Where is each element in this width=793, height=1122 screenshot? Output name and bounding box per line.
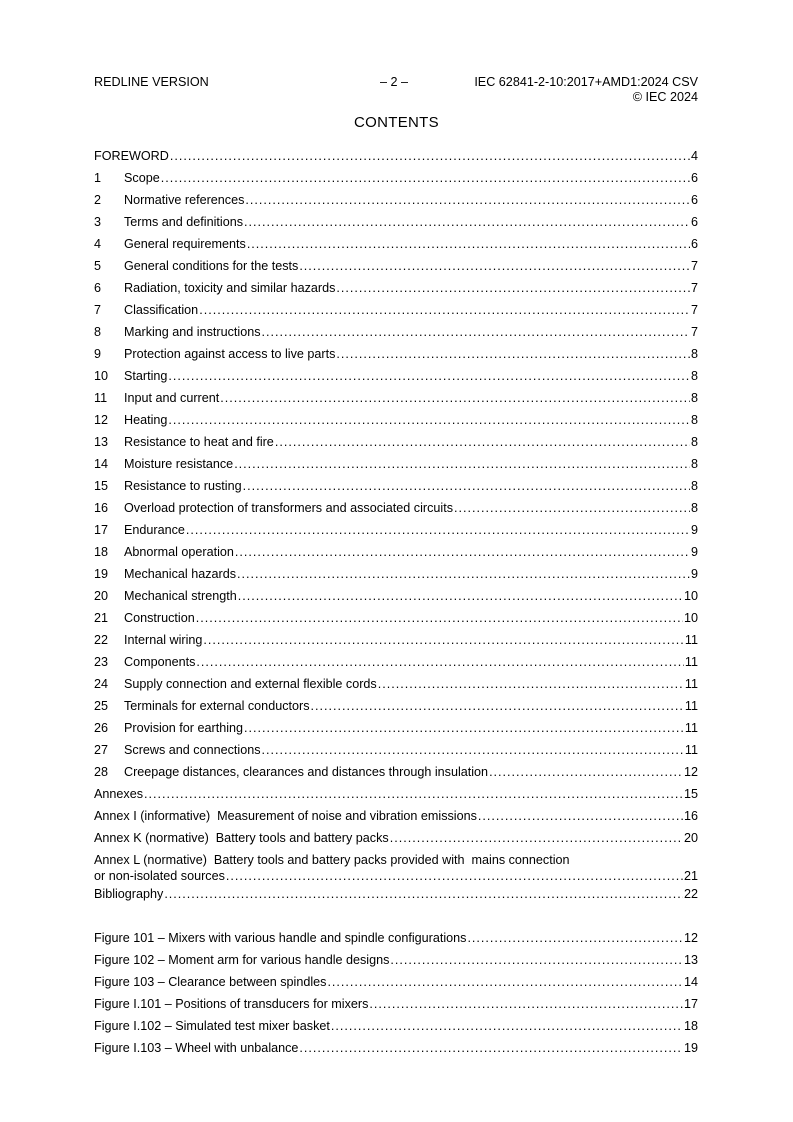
- toc-entry-page: 7: [690, 303, 698, 317]
- toc-entry-label: Annexes: [94, 787, 144, 801]
- header-standard-number: IEC 62841-2-10:2017+AMD1:2024 CSV: [474, 75, 698, 89]
- clause-entry[interactable]: [94, 475, 698, 497]
- dot-leader: [262, 321, 690, 343]
- toc-entry-number: 14: [94, 457, 109, 471]
- toc-entry-page: 15: [683, 787, 698, 801]
- toc-entry-number: 8: [94, 325, 102, 339]
- toc-entry-label: Figure 102 – Moment arm for various handle designs: [94, 953, 390, 967]
- dot-leader: [478, 805, 683, 827]
- toc-entry-label-line2: or non-isolated sources: [94, 869, 225, 883]
- toc-entry-page: 8: [690, 347, 698, 361]
- toc-entry-page: 4: [690, 149, 698, 163]
- toc-entry-page: 9: [690, 545, 698, 559]
- toc-entry-page: 12: [683, 765, 698, 779]
- toc-entry-number: 15: [94, 479, 109, 493]
- toc-entry-page: 11: [684, 743, 698, 757]
- dot-leader: [161, 167, 690, 189]
- clause-entry[interactable]: [94, 563, 698, 585]
- toc-entry-label: Annex I (informative) Measurement of noise and vibration emissions: [94, 809, 477, 823]
- clause-entry[interactable]: [94, 519, 698, 541]
- toc-entry-page: 17: [683, 997, 698, 1011]
- toc-entry-page: 8: [690, 435, 698, 449]
- toc-entry-page: 7: [690, 325, 698, 339]
- clause-entry[interactable]: [94, 277, 698, 299]
- clause-entry[interactable]: [94, 211, 698, 233]
- toc-entry-label: Construction: [124, 611, 195, 625]
- page-title: CONTENTS: [354, 114, 439, 131]
- dot-leader: [390, 827, 683, 849]
- toc-entry-page: 9: [690, 567, 698, 581]
- toc-entry-page: 11: [684, 721, 698, 735]
- toc-entry-label: General conditions for the tests: [124, 259, 299, 273]
- toc-entry-page: 11: [684, 699, 698, 713]
- toc-entry-page: 8: [690, 391, 698, 405]
- toc-entry-foreword[interactable]: [94, 145, 698, 167]
- clause-entry[interactable]: [94, 343, 698, 365]
- header-version: REDLINE VERSION: [94, 75, 209, 89]
- dot-leader: [203, 629, 684, 651]
- toc-entry-label: Screws and connections: [124, 743, 261, 757]
- clause-entry[interactable]: [94, 739, 698, 761]
- toc-entry-label: Creepage distances, clearances and distances through insulation: [124, 765, 489, 779]
- toc-entry-page: 10: [683, 611, 698, 625]
- dot-leader: [234, 453, 690, 475]
- toc-entry-number: 4: [94, 237, 102, 251]
- clause-entry[interactable]: [94, 541, 698, 563]
- toc-entry-page: 6: [690, 237, 698, 251]
- dot-leader: [247, 233, 690, 255]
- toc-entry-label: Figure I.103 – Wheel with unbalance: [94, 1041, 299, 1055]
- toc-entry-annex-l[interactable]: [94, 849, 698, 883]
- table-of-contents: [94, 145, 698, 1059]
- toc-entry-page: 8: [690, 413, 698, 427]
- dot-leader: [220, 387, 690, 409]
- toc-entry-label: Input and current: [124, 391, 220, 405]
- toc-entry-number: 9: [94, 347, 102, 361]
- dot-leader: [244, 211, 690, 233]
- figure-entry[interactable]: [94, 971, 698, 993]
- header-page-number: – 2 –: [380, 75, 409, 89]
- toc-entry-label: Internal wiring: [124, 633, 203, 647]
- dot-leader: [390, 949, 683, 971]
- toc-entry-label: Supply connection and external flexible cords: [124, 677, 377, 691]
- clause-entry[interactable]: [94, 607, 698, 629]
- toc-entry-page: 13: [683, 953, 698, 967]
- toc-entry-label: Protection against access to live parts: [124, 347, 336, 361]
- dot-leader: [164, 883, 683, 905]
- toc-entry-label: Overload protection of transformers and associated circuits: [124, 501, 453, 515]
- header-standard-id: [474, 75, 698, 105]
- toc-entry-number: 21: [94, 611, 109, 625]
- figure-entry[interactable]: [94, 1015, 698, 1037]
- toc-entry-page: 14: [683, 975, 698, 989]
- toc-entry-label: Mechanical hazards: [124, 567, 237, 581]
- toc-entry-label: Terminals for external conductors: [124, 699, 310, 713]
- toc-entry-number: 28: [94, 765, 109, 779]
- dot-leader: [336, 277, 690, 299]
- header-copyright: © IEC 2024: [632, 90, 698, 104]
- toc-entry-annex-l-line2: [94, 868, 698, 884]
- toc-entry-label: Components: [124, 655, 196, 669]
- toc-entry-label: Provision for earthing: [124, 721, 244, 735]
- toc-entry-page: 7: [690, 259, 698, 273]
- dot-leader: [199, 299, 690, 321]
- toc-entry-page: 9: [690, 523, 698, 537]
- toc-entry-label: Abnormal operation: [124, 545, 234, 559]
- clause-entry[interactable]: [94, 651, 698, 673]
- toc-entry-number: 17: [94, 523, 109, 537]
- dot-leader: [196, 651, 684, 673]
- toc-entry-label: Normative references: [124, 193, 245, 207]
- toc-entry-annexes[interactable]: [94, 783, 698, 805]
- dot-leader: [168, 365, 690, 387]
- toc-entry-number: 23: [94, 655, 109, 669]
- toc-entry-label: Figure I.101 – Positions of transducers for mixers: [94, 997, 369, 1011]
- dot-leader: [186, 519, 690, 541]
- dot-leader: [243, 475, 690, 497]
- clause-entry[interactable]: [94, 387, 698, 409]
- toc-entry-number: 19: [94, 567, 109, 581]
- toc-entry-number: 20: [94, 589, 109, 603]
- toc-entry-number: 6: [94, 281, 102, 295]
- dot-leader: [196, 607, 683, 629]
- dot-leader: [235, 541, 690, 563]
- clause-entry[interactable]: [94, 431, 698, 453]
- dot-leader: [226, 868, 683, 884]
- clause-entry[interactable]: [94, 717, 698, 739]
- dot-leader: [336, 343, 690, 365]
- toc-entry-number: 25: [94, 699, 109, 713]
- dot-leader: [467, 927, 683, 949]
- clause-list: [94, 167, 698, 783]
- clause-entry[interactable]: [94, 321, 698, 343]
- clause-entry[interactable]: [94, 497, 698, 519]
- toc-entry-number: 11: [94, 391, 108, 405]
- toc-entry-number: 26: [94, 721, 109, 735]
- dot-leader: [454, 497, 690, 519]
- clause-entry[interactable]: [94, 629, 698, 651]
- toc-entry-label-line1: Annex L (normative) Battery tools and battery packs provided with mains connection: [94, 853, 570, 867]
- toc-entry-label: General requirements: [124, 237, 246, 251]
- dot-leader: [299, 1037, 683, 1059]
- toc-entry-page: 8: [690, 369, 698, 383]
- figure-list: [94, 927, 698, 1059]
- toc-entry-page: 18: [683, 1019, 698, 1033]
- dot-leader: [378, 673, 684, 695]
- toc-entry-label: Endurance: [124, 523, 185, 537]
- toc-entry-page: 6: [690, 215, 698, 229]
- dot-leader: [238, 585, 683, 607]
- toc-entry-number: 7: [94, 303, 102, 317]
- toc-entry-number: 22: [94, 633, 109, 647]
- clause-entry[interactable]: [94, 299, 698, 321]
- toc-entry-label: Annex K (normative) Battery tools and battery packs: [94, 831, 389, 845]
- toc-entry-page: 11: [684, 633, 698, 647]
- toc-entry-number: 3: [94, 215, 102, 229]
- clause-entry[interactable]: [94, 365, 698, 387]
- toc-entry-page: 21: [683, 869, 698, 883]
- dot-leader: [275, 431, 690, 453]
- clause-entry[interactable]: [94, 695, 698, 717]
- toc-entry-number: 1: [94, 171, 102, 185]
- toc-entry-page: 19: [683, 1041, 698, 1055]
- toc-entry-number: 12: [94, 413, 109, 427]
- toc-entry-number: 16: [94, 501, 109, 515]
- toc-entry-label: Bibliography: [94, 887, 164, 901]
- toc-entry-number: 27: [94, 743, 109, 757]
- clause-entry[interactable]: [94, 585, 698, 607]
- dot-leader: [311, 695, 684, 717]
- page-header: [94, 75, 698, 109]
- toc-entry-label: Resistance to heat and fire: [124, 435, 274, 449]
- toc-entry-page: 8: [690, 457, 698, 471]
- toc-entry-label: Heating: [124, 413, 168, 427]
- toc-entry-page: 7: [690, 281, 698, 295]
- toc-entry-page: 8: [690, 501, 698, 515]
- section-gap: [94, 905, 698, 927]
- dot-leader: [144, 783, 683, 805]
- dot-leader: [170, 145, 690, 167]
- toc-entry-label: Figure 103 – Clearance between spindles: [94, 975, 327, 989]
- toc-entry-label: Marking and instructions: [124, 325, 261, 339]
- toc-entry-label: Starting: [124, 369, 168, 383]
- dot-leader: [168, 409, 690, 431]
- dot-leader: [331, 1015, 683, 1037]
- toc-entry-page: 10: [683, 589, 698, 603]
- toc-entry-number: 2: [94, 193, 102, 207]
- toc-entry-bibliography[interactable]: [94, 883, 698, 905]
- clause-entry[interactable]: [94, 189, 698, 211]
- toc-entry-page: 8: [690, 479, 698, 493]
- toc-entry-annex-i[interactable]: [94, 805, 698, 827]
- clause-entry[interactable]: [94, 673, 698, 695]
- toc-entry-label: Figure 101 – Mixers with various handle and spindle configurations: [94, 931, 467, 945]
- clause-entry[interactable]: [94, 167, 698, 189]
- toc-entry-label: Resistance to rusting: [124, 479, 242, 493]
- clause-entry[interactable]: [94, 233, 698, 255]
- dot-leader: [245, 189, 690, 211]
- figure-entry[interactable]: [94, 1037, 698, 1059]
- toc-entry-page: 12: [683, 931, 698, 945]
- toc-entry-number: 18: [94, 545, 109, 559]
- toc-entry-page: 6: [690, 171, 698, 185]
- dot-leader: [237, 563, 690, 585]
- toc-entry-number: 10: [94, 369, 109, 383]
- toc-entry-page: 20: [683, 831, 698, 845]
- dot-leader: [244, 717, 684, 739]
- figure-entry[interactable]: [94, 949, 698, 971]
- toc-entry-label: FOREWORD: [94, 149, 169, 163]
- toc-entry-page: 16: [683, 809, 698, 823]
- toc-entry-label: Figure I.102 – Simulated test mixer basket: [94, 1019, 330, 1033]
- figure-entry[interactable]: [94, 993, 698, 1015]
- toc-entry-label: Terms and definitions: [124, 215, 244, 229]
- dot-leader: [369, 993, 683, 1015]
- dot-leader: [262, 739, 684, 761]
- toc-entry-number: 13: [94, 435, 109, 449]
- clause-entry[interactable]: [94, 761, 698, 783]
- toc-entry-label: Classification: [124, 303, 199, 317]
- toc-entry-number: 24: [94, 677, 109, 691]
- toc-entry-page: 11: [684, 677, 698, 691]
- dot-leader: [327, 971, 683, 993]
- toc-entry-page: 6: [690, 193, 698, 207]
- toc-entry-annex-k[interactable]: [94, 827, 698, 849]
- toc-entry-number: 5: [94, 259, 102, 273]
- toc-entry-label: Mechanical strength: [124, 589, 237, 603]
- clause-entry[interactable]: [94, 255, 698, 277]
- clause-entry[interactable]: [94, 409, 698, 431]
- toc-entry-page: 22: [683, 887, 698, 901]
- dot-leader: [299, 255, 690, 277]
- toc-entry-label: Moisture resistance: [124, 457, 234, 471]
- toc-entry-label: Scope: [124, 171, 160, 185]
- clause-entry[interactable]: [94, 453, 698, 475]
- dot-leader: [489, 761, 683, 783]
- toc-entry-page: 11: [684, 655, 698, 669]
- figure-entry[interactable]: [94, 927, 698, 949]
- toc-entry-label: Radiation, toxicity and similar hazards: [124, 281, 336, 295]
